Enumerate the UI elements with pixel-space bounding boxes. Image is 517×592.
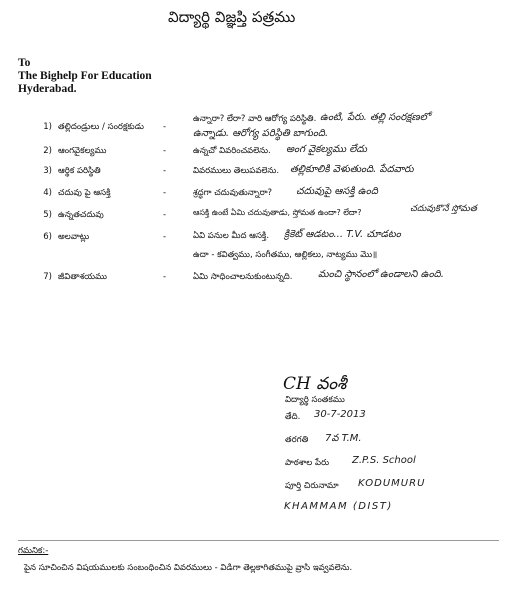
row-question: వివరములు తెలుపవలెను. bbox=[193, 166, 280, 176]
row-dash: - bbox=[163, 272, 167, 282]
row-number: 1) bbox=[43, 122, 52, 132]
row-question: ఏవి పనుల మీద ఆసక్తి. bbox=[193, 231, 270, 241]
row-question: ఉన్నచో వివరించవలెను. bbox=[193, 146, 271, 156]
address-org: The Bighelp For Education bbox=[18, 70, 152, 82]
row-question: ఉన్నారా? లేరా? వారి ఆరోగ్య పరిస్థితి. bbox=[193, 114, 317, 124]
school-label: పాఠశాల పేరు bbox=[285, 458, 330, 468]
row-dash: - bbox=[163, 146, 167, 156]
row-label: జీవితాశయము bbox=[58, 272, 108, 282]
date-value: 30-7-2013 bbox=[314, 409, 366, 420]
row-dash: - bbox=[163, 210, 167, 220]
divider bbox=[18, 540, 499, 541]
address-to: To bbox=[18, 57, 31, 69]
row-answer: చదువుపై ఆసక్తి ఉంది bbox=[296, 186, 378, 197]
date-label: తేది. bbox=[285, 412, 301, 422]
row-label: తల్లిదండ్రులు / సంరక్షకుడు bbox=[58, 122, 144, 132]
student-signature: CH వంశీ bbox=[283, 374, 347, 394]
row-answer: అంగ వైకల్యము లేదు bbox=[286, 144, 367, 155]
address-label: పూర్తి చిరునామా bbox=[285, 481, 339, 491]
row-number: 7) bbox=[43, 272, 52, 282]
row-dash: - bbox=[163, 188, 167, 198]
note-heading: గమనిక:- bbox=[18, 546, 49, 556]
signature-label: విద్యార్థి సంతకము bbox=[285, 395, 345, 405]
row-dash: - bbox=[163, 232, 167, 242]
note-text: పైన సూచించిన విషయములకు సంబంధించిన వివరములు - విడిగా తెల్లకాగితముపై వ్రాసి ఇవ్వవలెను. bbox=[24, 563, 353, 573]
row-question-example: ఉదా - కవిత్వము, సంగీతము, ఆల్లికలు, నాట్యము మొ॥ bbox=[193, 250, 378, 260]
form-title: విద్యార్థి విజ్ఞప్తి పత్రము bbox=[168, 8, 296, 26]
row-number: 5) bbox=[43, 210, 52, 220]
row-answer: మంచి స్థానంలో ఉండాలని ఉంది. bbox=[318, 269, 444, 280]
row-number: 4) bbox=[43, 188, 52, 198]
row-question: శ్రద్ధగా చదువుతున్నారా? bbox=[193, 188, 273, 198]
address-value: KODUMURU bbox=[358, 478, 426, 489]
address-city: Hyderabad. bbox=[18, 83, 77, 95]
row-answer: ఉంటి, పేరు. తల్లి సంరక్షణలో bbox=[320, 112, 431, 123]
school-value: Z.P.S. School bbox=[352, 455, 416, 466]
row-question: ఆసక్తి ఉంటే ఏమి చదువుతాడు, స్తోమత ఉందా? లేదా? bbox=[193, 208, 362, 217]
class-value: 7వ T.M. bbox=[325, 433, 362, 444]
row-answer-continued: ఉన్నాడు. ఆరోగ్య పరిస్థితి బాగుంది. bbox=[193, 128, 329, 139]
row-label: ఆర్థిక పరిస్థితి bbox=[58, 166, 101, 176]
row-question: ఏమి సాధించాలనుకుంటున్నది. bbox=[193, 272, 293, 282]
row-label: ఉన్నతచదువు bbox=[58, 210, 104, 220]
row-number: 2) bbox=[43, 146, 52, 156]
row-number: 6) bbox=[43, 232, 52, 242]
address-district: KHAMMAM (DIST) bbox=[284, 501, 393, 512]
row-label: చదువు పై ఆసక్తి bbox=[58, 188, 111, 198]
class-label: తరగతి bbox=[285, 435, 309, 445]
row-answer: క్రికెట్ ఆడటం... T.V. చూడటం bbox=[284, 229, 401, 240]
row-answer: చదువుకొనే స్తోమత bbox=[410, 204, 477, 214]
row-label: ఆంగవైకల్యము bbox=[58, 146, 107, 156]
row-answer: తల్లికూలికి వెళుతుంది. పేదవారు bbox=[290, 164, 414, 175]
row-dash: - bbox=[163, 166, 167, 176]
row-label: అలవాట్లు bbox=[58, 232, 90, 242]
row-number: 3) bbox=[43, 166, 52, 176]
row-dash: - bbox=[163, 122, 167, 132]
